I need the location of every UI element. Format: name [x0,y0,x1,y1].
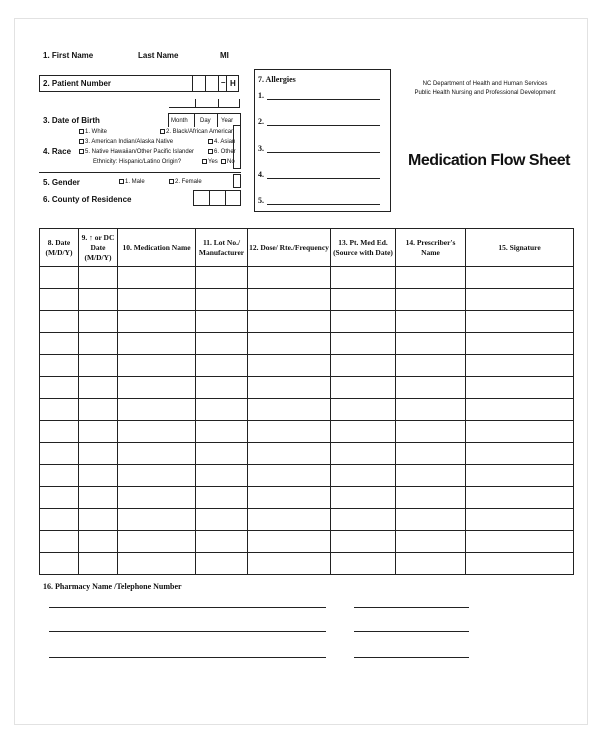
table-cell[interactable] [396,509,466,531]
day-label: Day [200,118,211,124]
table-header-row [40,229,574,267]
gender-label: 5. Gender [43,178,80,187]
table-cell[interactable] [466,355,574,377]
table-cell[interactable] [248,509,331,531]
table-cell[interactable] [331,553,396,575]
table-row [40,267,574,289]
table-cell[interactable] [196,311,248,333]
gender-female-option[interactable]: 2. Female [169,179,202,185]
race-hawaiian-option[interactable]: 5. Native Hawaiian/Other Pacific Islander [79,149,194,155]
table-cell[interactable] [118,267,196,289]
race-asian-checkbox[interactable] [208,139,213,144]
table-cell[interactable] [396,267,466,289]
race-asian-option[interactable]: 4. Asian [208,139,235,145]
allergy-5-label: 5. [258,196,264,205]
table-cell[interactable] [118,443,196,465]
race-white-checkbox[interactable] [79,129,84,134]
table-cell[interactable] [466,333,574,355]
column-header-prescriber: 14. Prescriber's Name [396,229,466,267]
table-cell[interactable] [79,509,118,531]
allergy-4-label: 4. [258,170,264,179]
gender-code-box[interactable] [233,174,241,188]
table-cell[interactable] [196,421,248,443]
table-cell[interactable] [118,289,196,311]
table-cell[interactable] [196,465,248,487]
table-cell[interactable] [118,487,196,509]
table-cell[interactable] [118,421,196,443]
table-cell[interactable] [40,267,79,289]
table-cell[interactable] [40,531,79,553]
table-cell[interactable] [196,333,248,355]
table-cell[interactable] [331,267,396,289]
table-cell[interactable] [79,355,118,377]
agency-line-1: NC Department of Health and Human Services [422,81,548,87]
table-row [40,421,574,443]
table-cell[interactable] [396,421,466,443]
dob-box[interactable] [168,113,241,127]
table-cell[interactable] [196,267,248,289]
table-row [40,553,574,575]
table-row [40,355,574,377]
pharmacy-name-line-2[interactable] [49,631,326,632]
table-cell[interactable] [40,509,79,531]
allergies-box [254,69,391,212]
race-other-option[interactable]: 6. Other [208,149,236,155]
column-header-signature: 15. Signature [466,229,574,267]
table-cell[interactable] [331,531,396,553]
table-cell[interactable] [396,443,466,465]
table-cell[interactable] [79,487,118,509]
table-cell[interactable] [466,311,574,333]
table-cell[interactable] [396,487,466,509]
pharmacy-name-line-3[interactable] [49,657,326,658]
table-cell[interactable] [331,465,396,487]
table-cell[interactable] [118,399,196,421]
table-cell[interactable] [396,289,466,311]
table-cell[interactable] [118,355,196,377]
column-header-dc-date: 9. ↑ or DC Date (M/D/Y) [79,229,118,267]
medication-table [39,228,574,575]
table-cell[interactable] [79,267,118,289]
gender-female-checkbox[interactable] [169,179,174,184]
race-hawaiian-checkbox[interactable] [79,149,84,154]
table-cell[interactable] [79,553,118,575]
table-cell[interactable] [466,509,574,531]
race-code-box[interactable] [233,125,241,169]
table-body [40,267,574,575]
table-cell[interactable] [40,333,79,355]
table-cell[interactable] [331,289,396,311]
table-cell[interactable] [40,355,79,377]
table-cell[interactable] [466,465,574,487]
table-cell[interactable] [331,509,396,531]
table-cell[interactable] [79,377,118,399]
table-cell[interactable] [196,355,248,377]
table-cell[interactable] [196,443,248,465]
table-cell[interactable] [466,553,574,575]
month-label: Month [171,118,188,124]
table-cell[interactable] [196,487,248,509]
table-row [40,377,574,399]
table-cell[interactable] [466,531,574,553]
county-code-box[interactable] [193,190,241,206]
table-cell[interactable] [248,289,331,311]
table-cell[interactable] [248,487,331,509]
table-cell[interactable] [196,399,248,421]
column-header-pt-med-ed: 13. Pt. Med Ed. (Source with Date) [331,229,396,267]
table-cell[interactable] [40,421,79,443]
race-white-option[interactable]: 1. White [79,129,107,135]
table-cell[interactable] [118,377,196,399]
gender-male-checkbox[interactable] [119,179,124,184]
table-row [40,311,574,333]
pharmacy-phone-line-3[interactable] [354,657,469,658]
table-row [40,465,574,487]
pharmacy-phone-line-1[interactable] [354,607,469,608]
table-cell[interactable] [466,289,574,311]
table-cell[interactable] [40,399,79,421]
table-row [40,289,574,311]
table-cell[interactable] [248,333,331,355]
table-cell[interactable] [40,443,79,465]
column-header-date: 8. Date (M/D/Y) [40,229,79,267]
allergies-title: 7. Allergies [258,75,296,84]
table-cell[interactable] [118,553,196,575]
table-cell[interactable] [466,267,574,289]
race-label: 4. Race [43,147,72,156]
table-cell[interactable] [248,531,331,553]
table-cell[interactable] [40,553,79,575]
table-cell[interactable] [196,531,248,553]
table-cell[interactable] [196,377,248,399]
table-row [40,531,574,553]
gender-male-option[interactable]: 1. Male [119,179,145,185]
table-cell[interactable] [466,487,574,509]
pharmacy-label: 16. Pharmacy Name /Telephone Number [43,582,182,591]
table-cell[interactable] [396,465,466,487]
allergy-3-label: 3. [258,144,264,153]
allergy-1-label: 1. [258,91,264,100]
table-cell[interactable] [331,355,396,377]
column-header-medication-name: 10. Medication Name [118,229,196,267]
agency-header [395,80,575,98]
ethnicity-no-checkbox[interactable] [221,159,226,164]
table-cell[interactable] [331,377,396,399]
table-cell[interactable] [248,553,331,575]
table-cell[interactable] [79,399,118,421]
table-cell[interactable] [248,267,331,289]
table-row [40,443,574,465]
table-cell[interactable] [248,377,331,399]
table-cell[interactable] [248,355,331,377]
table-cell[interactable] [466,443,574,465]
table-cell[interactable] [196,289,248,311]
table-row [40,333,574,355]
first-name-label: 1. First Name [43,51,94,60]
table-cell[interactable] [40,289,79,311]
allergy-4-line[interactable] [267,178,380,179]
table-cell[interactable] [79,465,118,487]
column-header-dose: 12. Dose/ Rte./Frequency [248,229,331,267]
table-cell[interactable] [248,421,331,443]
table-cell[interactable] [118,465,196,487]
page-title: Medication Flow Sheet [408,152,570,169]
column-header-lot-no: 11. Lot No./ Manufacturer [196,229,248,267]
ethnicity-label: Ethnicity: Hispanic/Latino Origin? [93,159,182,165]
table-cell[interactable] [331,311,396,333]
table-cell[interactable] [79,311,118,333]
table-cell[interactable] [79,443,118,465]
patient-number-dash: – [221,78,226,87]
allergy-1-line[interactable] [267,99,380,100]
table-cell[interactable] [396,531,466,553]
table-cell[interactable] [118,509,196,531]
table-cell[interactable] [79,421,118,443]
table-cell[interactable] [248,311,331,333]
year-label: Year [221,118,234,124]
table-cell[interactable] [331,399,396,421]
table-cell[interactable] [79,531,118,553]
form-page [14,18,588,725]
table-cell[interactable] [396,553,466,575]
table-cell[interactable] [196,509,248,531]
table-cell[interactable] [396,355,466,377]
ethnicity-yes-option[interactable]: Yes [202,159,218,165]
table-cell[interactable] [40,377,79,399]
table-cell[interactable] [396,311,466,333]
race-american-indian-option[interactable]: 3. American Indian/Alaska Native [79,139,173,145]
table-cell[interactable] [466,377,574,399]
patient-number-h: H [230,79,236,88]
table-cell[interactable] [331,443,396,465]
patient-number-label: 2. Patient Number [43,79,112,88]
table-cell[interactable] [396,399,466,421]
allergy-5-line[interactable] [267,204,380,205]
table-cell[interactable] [118,531,196,553]
ethnicity-no-option[interactable]: No [221,159,235,165]
table-cell[interactable] [248,443,331,465]
table-cell[interactable] [118,311,196,333]
date-of-birth-label: 3. Date of Birth [43,116,100,125]
table-cell[interactable] [40,311,79,333]
mi-label: MI [220,51,229,60]
table-row [40,487,574,509]
table-cell[interactable] [40,465,79,487]
pharmacy-phone-line-2[interactable] [354,631,469,632]
table-row [40,399,574,421]
table-cell[interactable] [396,333,466,355]
table-cell[interactable] [118,333,196,355]
table-cell[interactable] [248,465,331,487]
allergy-3-line[interactable] [267,152,380,153]
table-cell[interactable] [396,377,466,399]
race-other-checkbox[interactable] [208,149,213,154]
race-american-indian-checkbox[interactable] [79,139,84,144]
table-cell[interactable] [40,487,79,509]
pharmacy-name-line-1[interactable] [49,607,326,608]
table-cell[interactable] [331,333,396,355]
table-row [40,509,574,531]
table-cell[interactable] [248,399,331,421]
allergy-2-label: 2. [258,117,264,126]
table-cell[interactable] [79,289,118,311]
table-cell[interactable] [466,399,574,421]
table-cell[interactable] [79,333,118,355]
ethnicity-yes-checkbox[interactable] [202,159,207,164]
table-cell[interactable] [331,421,396,443]
county-label: 6. County of Residence [43,195,132,204]
table-cell[interactable] [196,553,248,575]
table-cell[interactable] [466,421,574,443]
race-black-checkbox[interactable] [160,129,165,134]
table-cell[interactable] [331,487,396,509]
race-black-option[interactable]: 2. Black/African American [160,129,234,135]
agency-line-2: Public Health Nursing and Professional Development [414,90,556,96]
allergy-2-line[interactable] [267,125,380,126]
last-name-label: Last Name [138,51,179,60]
